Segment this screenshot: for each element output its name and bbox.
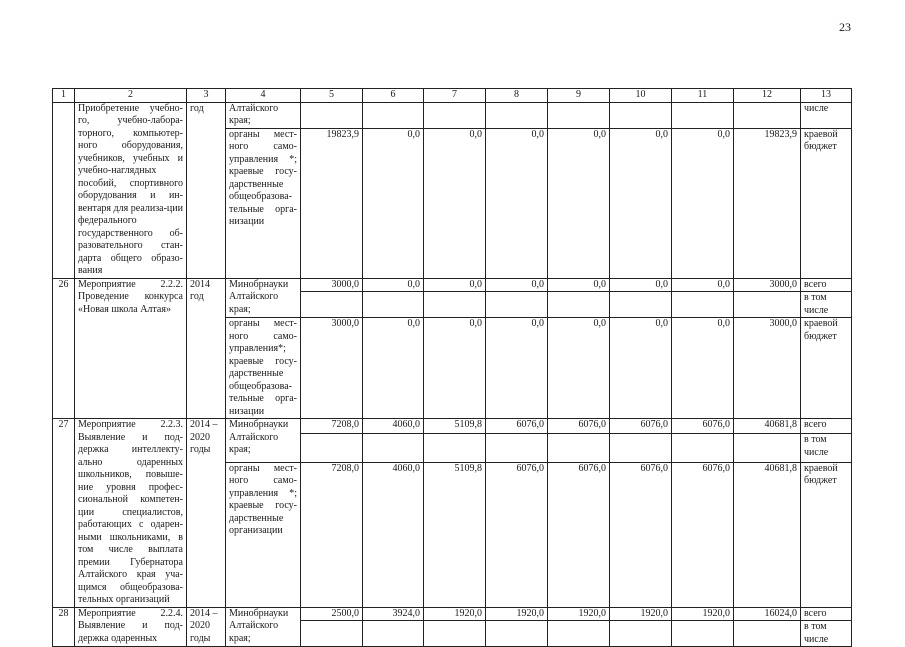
funding-source: всего <box>801 278 852 292</box>
value-cell: 0,0 <box>548 318 610 419</box>
value-cell <box>672 434 734 463</box>
row-number: 27 <box>53 419 75 608</box>
col-header: 8 <box>486 89 548 103</box>
value-cell: 0,0 <box>424 128 486 278</box>
measure-name: Мероприятие 2.2.2. Проведение конкурса «Новая школа Алтая» <box>75 278 187 419</box>
value-cell: 40681,8 <box>734 462 801 607</box>
value-cell: 19823,9 <box>734 128 801 278</box>
col-header: 11 <box>672 89 734 103</box>
col-header: 10 <box>610 89 672 103</box>
value-cell: 16024,0 <box>734 607 801 621</box>
executor: органы мест-ного само-управления *; краевые госу-дарственные общеобразова-тельные орга-низации <box>226 128 301 278</box>
executor: органы мест-ного само-управления *; краевые госу-дарственные организации <box>226 462 301 607</box>
period: год <box>187 102 226 278</box>
value-cell <box>610 102 672 128</box>
value-cell: 4060,0 <box>363 419 424 434</box>
value-cell <box>363 292 424 318</box>
value-cell: 6076,0 <box>610 462 672 607</box>
value-cell <box>610 621 672 647</box>
col-header: 12 <box>734 89 801 103</box>
value-cell <box>548 621 610 647</box>
value-cell <box>486 292 548 318</box>
value-cell <box>672 102 734 128</box>
row-number <box>53 102 75 278</box>
measure-name: Мероприятие 2.2.4. Выявление и под-держка одаренных <box>75 607 187 647</box>
value-cell <box>548 434 610 463</box>
value-cell: 0,0 <box>548 128 610 278</box>
value-cell: 3000,0 <box>301 278 363 292</box>
value-cell: 1920,0 <box>672 607 734 621</box>
value-cell: 1920,0 <box>486 607 548 621</box>
value-cell: 0,0 <box>672 278 734 292</box>
funding-source: всего <box>801 607 852 621</box>
value-cell <box>734 434 801 463</box>
value-cell: 0,0 <box>486 278 548 292</box>
col-header: 5 <box>301 89 363 103</box>
value-cell: 0,0 <box>363 318 424 419</box>
table-row <box>53 102 852 128</box>
col-header: 13 <box>801 89 852 103</box>
value-cell: 3000,0 <box>734 278 801 292</box>
period: 2014 – 2020 годы <box>187 419 226 608</box>
value-cell <box>363 102 424 128</box>
program-table <box>52 88 852 647</box>
table-row <box>53 419 852 434</box>
value-cell: 0,0 <box>363 128 424 278</box>
value-cell: 7208,0 <box>301 419 363 434</box>
funding-source: числе <box>801 102 852 128</box>
table-row <box>53 607 852 621</box>
measure-name: Приобретение учебно-го, учебно-лабора-торного, компьютер-ного оборудования, учебников, учебных и учебно-наглядных пособий, спортивного оборудования и ин-вентаря для реализа-ции федерального государственного об-разовательного стан-дарта общего образо-вания <box>75 102 187 278</box>
executor: Минобрнауки Алтайского края; <box>226 278 301 318</box>
funding-source: краевой бюджет <box>801 318 852 419</box>
value-cell: 0,0 <box>610 318 672 419</box>
period: 2014 год <box>187 278 226 419</box>
col-header: 4 <box>226 89 301 103</box>
value-cell <box>424 102 486 128</box>
value-cell: 19823,9 <box>301 128 363 278</box>
value-cell: 3924,0 <box>363 607 424 621</box>
executor: Минобрнауки Алтайского края; <box>226 607 301 647</box>
value-cell: 1920,0 <box>610 607 672 621</box>
value-cell <box>486 102 548 128</box>
page-number: 23 <box>839 20 851 34</box>
value-cell <box>486 434 548 463</box>
value-cell <box>486 621 548 647</box>
value-cell: 0,0 <box>424 278 486 292</box>
value-cell: 0,0 <box>610 278 672 292</box>
value-cell <box>672 292 734 318</box>
col-header: 3 <box>187 89 226 103</box>
value-cell: 4060,0 <box>363 462 424 607</box>
value-cell <box>734 621 801 647</box>
funding-source: в том числе <box>801 292 852 318</box>
funding-source: краевой бюджет <box>801 128 852 278</box>
value-cell <box>672 621 734 647</box>
value-cell: 0,0 <box>363 278 424 292</box>
table-body <box>53 89 852 647</box>
value-cell <box>548 102 610 128</box>
value-cell <box>301 102 363 128</box>
executor: Алтайского края; <box>226 102 301 128</box>
value-cell: 0,0 <box>486 318 548 419</box>
value-cell: 1920,0 <box>548 607 610 621</box>
funding-source: всего <box>801 419 852 434</box>
value-cell: 40681,8 <box>734 419 801 434</box>
value-cell <box>363 434 424 463</box>
value-cell: 6076,0 <box>672 419 734 434</box>
value-cell <box>363 621 424 647</box>
value-cell <box>610 292 672 318</box>
value-cell: 7208,0 <box>301 462 363 607</box>
value-cell <box>424 292 486 318</box>
value-cell: 6076,0 <box>548 462 610 607</box>
row-number: 26 <box>53 278 75 419</box>
value-cell <box>548 292 610 318</box>
value-cell: 6076,0 <box>672 462 734 607</box>
measure-name: Мероприятие 2.2.3. Выявление и под-держка интеллекту-ально одаренных школьников, повыше-ние уровня профес-сиональной компетен-ции специалистов, работающих с одарен-ными школьниками, в том числе выплата премии Губернатора Алтайского края уча-щимся общеобразова-тельных организаций <box>75 419 187 608</box>
value-cell <box>301 621 363 647</box>
col-header: 1 <box>53 89 75 103</box>
table-row <box>53 278 852 292</box>
value-cell <box>424 434 486 463</box>
value-cell: 0,0 <box>486 128 548 278</box>
value-cell: 3000,0 <box>734 318 801 419</box>
value-cell: 5109,8 <box>424 462 486 607</box>
header-row <box>53 89 852 103</box>
value-cell: 3000,0 <box>301 318 363 419</box>
funding-source: в том числе <box>801 621 852 647</box>
value-cell: 0,0 <box>672 128 734 278</box>
value-cell: 1920,0 <box>424 607 486 621</box>
value-cell <box>734 102 801 128</box>
value-cell: 0,0 <box>548 278 610 292</box>
value-cell: 2500,0 <box>301 607 363 621</box>
value-cell: 6076,0 <box>486 419 548 434</box>
value-cell: 6076,0 <box>610 419 672 434</box>
value-cell <box>734 292 801 318</box>
col-header: 2 <box>75 89 187 103</box>
funding-source: краевой бюджет <box>801 462 852 607</box>
executor: органы мест-ного само-управления*; краевые госу-дарственные общеобразова-тельные орга-низации <box>226 318 301 419</box>
value-cell: 0,0 <box>424 318 486 419</box>
value-cell <box>610 434 672 463</box>
value-cell: 5109,8 <box>424 419 486 434</box>
period: 2014 – 2020 годы <box>187 607 226 647</box>
value-cell <box>301 292 363 318</box>
value-cell: 6076,0 <box>486 462 548 607</box>
col-header: 6 <box>363 89 424 103</box>
row-number: 28 <box>53 607 75 647</box>
executor: Минобрнауки Алтайского края; <box>226 419 301 463</box>
col-header: 7 <box>424 89 486 103</box>
col-header: 9 <box>548 89 610 103</box>
funding-source: в том числе <box>801 434 852 463</box>
value-cell: 6076,0 <box>548 419 610 434</box>
value-cell <box>424 621 486 647</box>
value-cell: 0,0 <box>610 128 672 278</box>
value-cell <box>301 434 363 463</box>
value-cell: 0,0 <box>672 318 734 419</box>
